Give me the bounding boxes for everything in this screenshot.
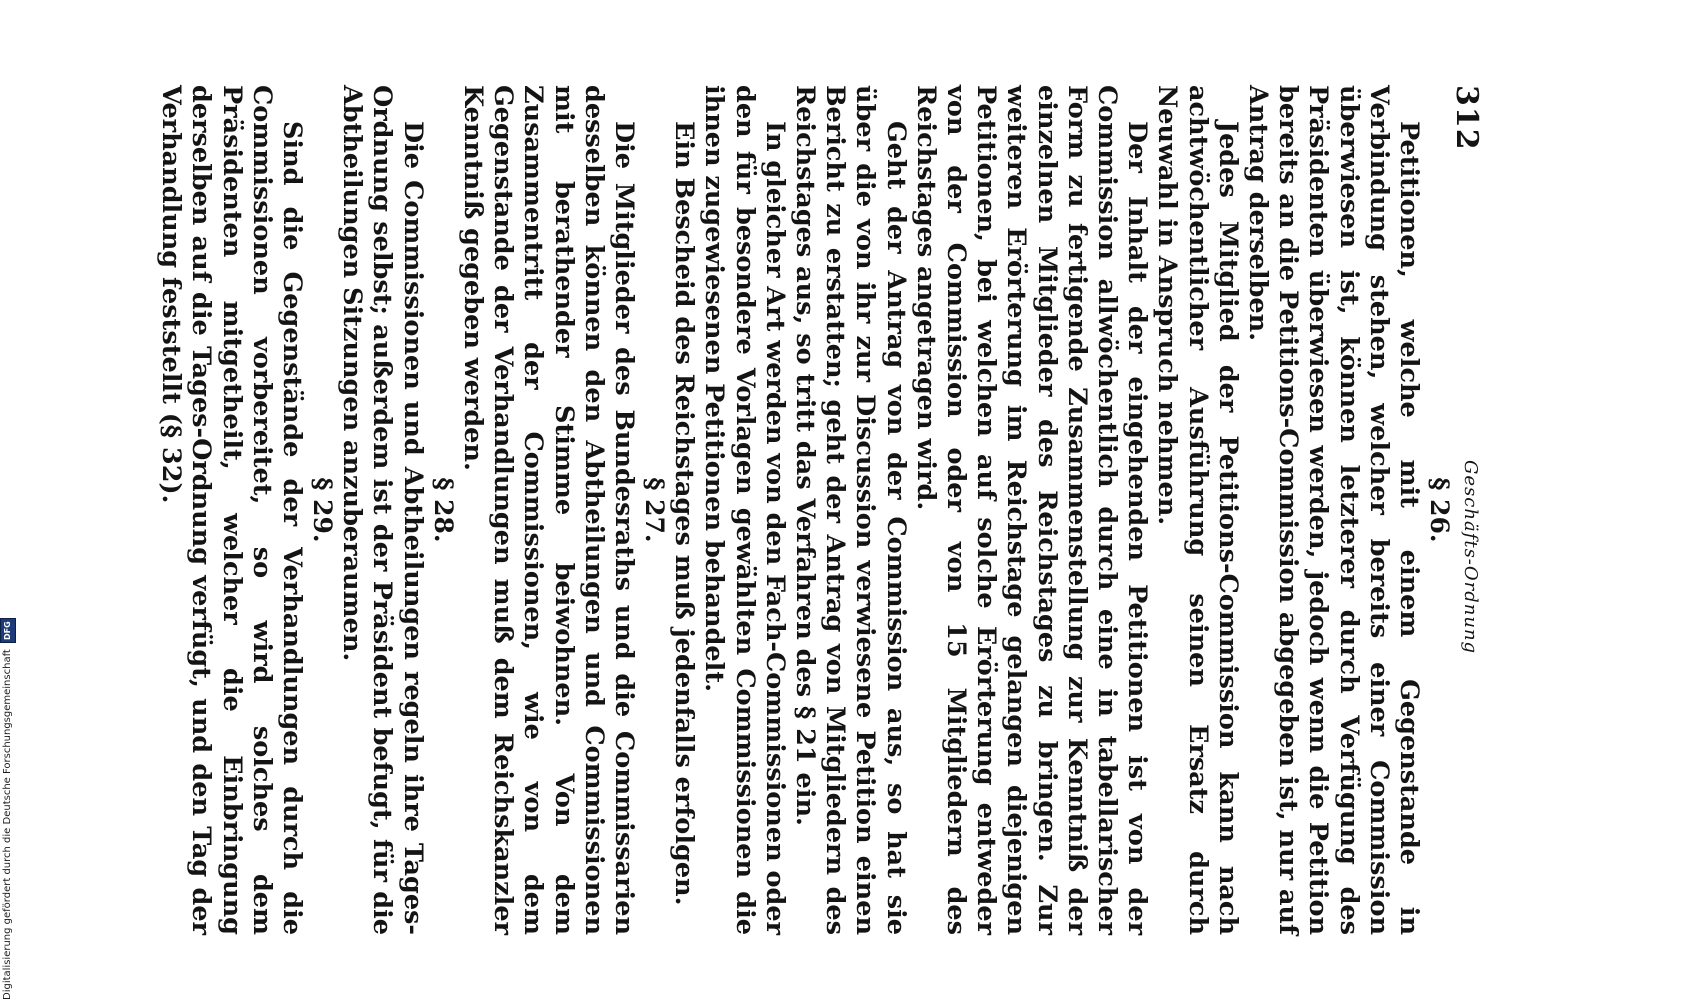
paragraph: Der Inhalt der eingehenden Petitionen ist von der Commission allwöchentlich durch eine in tabellarischer Form zu fertigende Zusammenstellung zur Kenntniß der einzelnen Mitglieder des Reichstages zu bringen. Zur weiteren Erörterung im Reichstage gelangen diejenigen Petitionen, bei welchen auf solche Erörterung entweder von der Commission oder von 15 Mitgliedern des Reichstages angetragen wird. [910, 85, 1153, 935]
paragraph: Ein Bescheid des Reichstages muß jedenfalls erfolgen. [669, 121, 700, 906]
section-heading: § 28. [428, 477, 458, 543]
section-29 [156, 85, 337, 935]
paragraph: In gleicher Art werden von den Fach-Commissionen oder den für besondere Vorlagen gewählten Commissionen die ihnen zugewiesenen Petitionen behandelt. [699, 85, 790, 935]
section-heading: § 26. [1425, 477, 1454, 543]
paragraph: Jedes Mitglied der Petitions-Commission kann nach achtwöchentlicher Ausführung seinen Ersatz durch Neuwahl in Anspruch nehmen. [1152, 85, 1243, 935]
section-heading: § 29. [308, 477, 338, 543]
section-heading: § 27. [639, 477, 669, 543]
paragraph: Die Commissionen und Abtheilungen regeln ihre Tages-Ordnung selbst; außerdem ist der Präsident befugt, für die Abtheilungen Sitzungen anzuberaumen. [337, 85, 428, 935]
section-27 [458, 85, 669, 935]
section-26 [669, 85, 1454, 935]
dfg-logo-icon: DFG [0, 618, 16, 643]
paragraph: Die Mitglieder des Bundesraths und die Commissarien desselben können den Abtheilungen und Commissionen mit berathender Stimme beiwohnen. Von dem Zusammentritt der Commissionen, wie von dem Gegenstande der Verhandlungen muß dem Reichskanzler Kenntniß gegeben werden. [457, 85, 639, 935]
paragraph: Petitionen, welche mit einem Gegenstande in Verbindung stehen, welcher bereits einer Commission überwiesen ist, können letzterer durch Verfügung des Präsidenten überwiesen werden, jedoch wenn die Petition bereits an die Petitions-Commission abgegeben ist, nur auf Antrag derselben. [1242, 85, 1424, 935]
paragraph: Sind die Gegenstände der Verhandlungen durch die Commissionen vorbereitet, so wird solches dem Präsidenten mitgetheilt, welcher die Einbringung derselben auf die Tages-Ordnung verfügt, und den Tag der Verhandlung feststellt (§ 32). [156, 85, 308, 935]
running-title: Geschäfts-Ordnung [1460, 460, 1481, 655]
page-body [156, 85, 1454, 935]
credit-text: Digitalisierung gefördert durch die Deutsche Forschungsgemeinschaft [2, 649, 13, 1000]
page-number: 312 [1449, 85, 1484, 151]
section-28 [337, 85, 458, 935]
paragraph: Geht der Antrag von der Commission aus, so hat sie über die von ihr zur Discussion verwiesene Petition einen Bericht zu erstatten; geht der Antrag von Mitgliedern des Reichstages aus, so tritt das Verfahren des § 21 ein. [789, 85, 911, 935]
